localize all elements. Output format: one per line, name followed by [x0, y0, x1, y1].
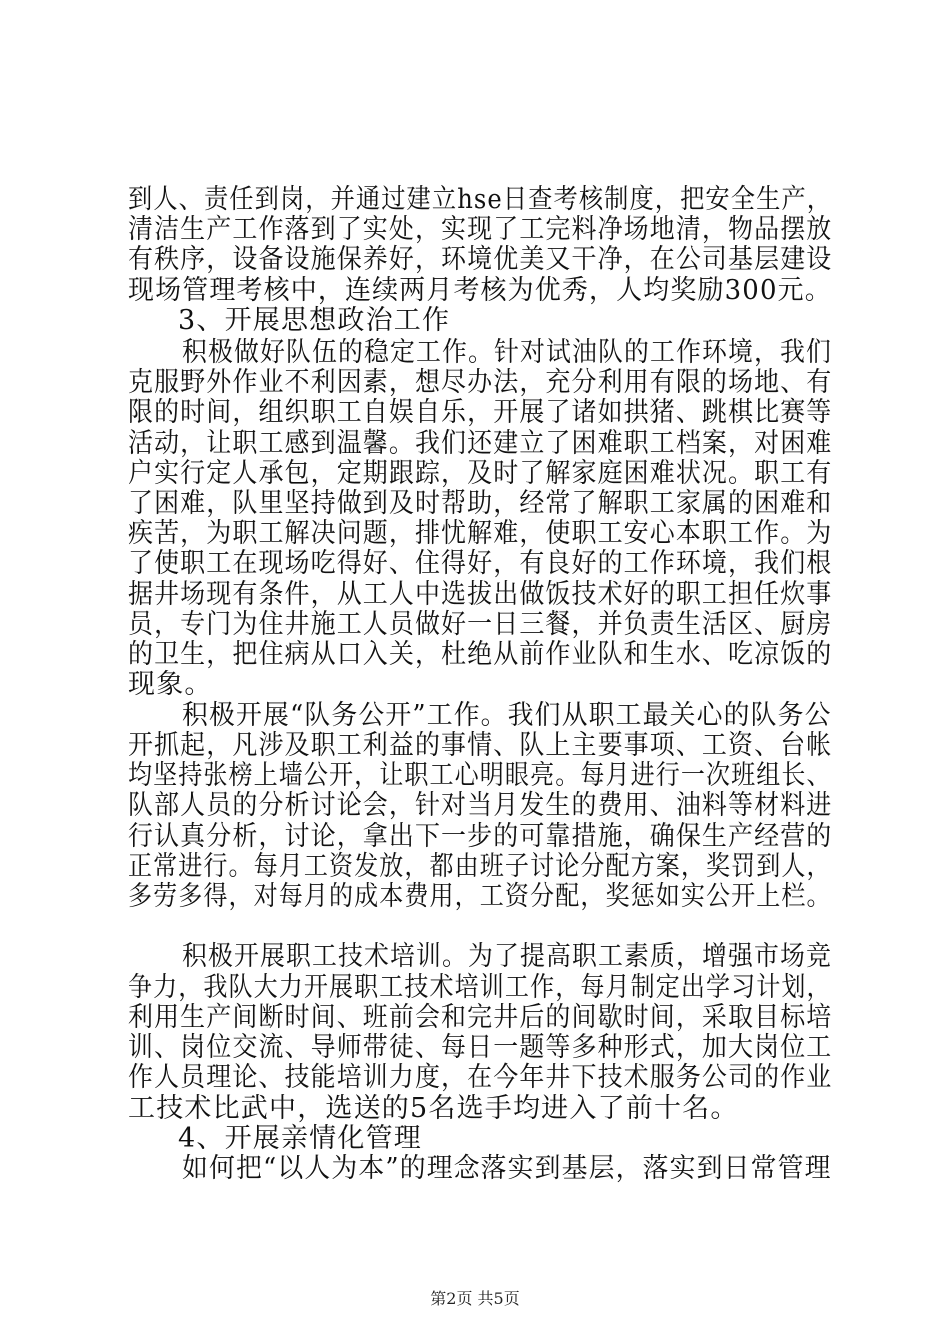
text-line: 积极开展“队务公开”工作。我们从职工最关心的队务公	[182, 700, 832, 731]
text-line: 训、岗位交流、导师带徒、每日一题等多种形式，加大岗位工	[128, 1032, 833, 1063]
text-line: 如何把“以人为本”的理念落实到基层，落实到日常管理	[182, 1153, 832, 1184]
page-number-footer: 第2页 共5页	[430, 1289, 520, 1308]
text-line: 到人、责任到岗，并通过建立hse日查考核制度，把安全生产，	[128, 184, 833, 215]
text-line: 利用生产间断时间、班前会和完井后的间歇时间，采取目标培	[128, 1002, 833, 1033]
text-line: 作人员理论、技能培训力度，在今年井下技术服务公司的作业	[128, 1062, 833, 1093]
text-line: 的卫生，把住病从口入关，杜绝从前作业队和生水、吃凉饭的	[128, 639, 833, 670]
text-line: 员，专门为住井施工人员做好一日三餐，并负责生活区、厨房	[128, 609, 833, 640]
text-line: 疾苦，为职工解决问题，排忧解难，使职工安心本职工作。为	[128, 518, 833, 549]
text-line: 行认真分析，讨论，拿出下一步的可靠措施，确保生产经营的	[128, 821, 833, 852]
text-line: 限的时间，组织职工自娱自乐，开展了诸如拱猪、跳棋比赛等	[128, 397, 833, 428]
text-line: 多劳多得，对每月的成本费用，工资分配，奖惩如实公开上栏。	[128, 881, 832, 912]
text-line: 据井场现有条件，从工人中选拔出做饭技术好的职工担任炊事	[128, 579, 833, 610]
text-line: 现象。	[128, 669, 213, 700]
text-line: 活动，让职工感到温馨。我们还建立了困难职工档案，对困难	[128, 428, 833, 459]
text-line: 有秩序，设备设施保养好，环境优美又干净，在公司基层建设	[128, 244, 833, 275]
section-heading: 4、开展亲情化管理	[178, 1123, 422, 1154]
text-line: 队部人员的分析讨论会，针对当月发生的费用、油料等材料进	[128, 790, 833, 821]
text-line: 了使职工在现场吃得好、住得好，有良好的工作环境，我们根	[128, 548, 833, 579]
text-line: 开抓起，凡涉及职工利益的事情、队上主要事项、工资、台帐	[128, 730, 833, 761]
text-line: 正常进行。每月工资发放，都由班子讨论分配方案，奖罚到人，	[128, 851, 832, 882]
text-line: 均坚持张榜上墙公开，让职工心明眼亮。每月进行一次班组长、	[128, 760, 832, 791]
text-line: 清洁生产工作落到了实处，实现了工完料净场地清，物品摆放	[128, 214, 833, 245]
text-line: 积极做好队伍的稳定工作。针对试油队的工作环境，我们	[182, 337, 833, 368]
text-line: 了困难，队里坚持做到及时帮助，经常了解职工家属的困难和	[128, 488, 833, 519]
text-line: 积极开展职工技术培训。为了提高职工素质，增强市场竞	[182, 941, 833, 972]
text-line: 现场管理考核中，连续两月考核为优秀，人均奖励300元。	[128, 275, 832, 306]
text-line: 户实行定人承包，定期跟踪，及时了解家庭困难状况。职工有	[128, 458, 833, 489]
text-line: 克服野外作业不利因素，想尽办法，充分利用有限的场地、有	[128, 367, 833, 398]
text-line: 争力，我队大力开展职工技术培训工作，每月制定出学习计划，	[128, 972, 832, 1003]
section-heading: 3、开展思想政治工作	[178, 305, 451, 336]
text-line: 工技术比武中，选送的5名选手均进入了前十名。	[128, 1093, 739, 1124]
